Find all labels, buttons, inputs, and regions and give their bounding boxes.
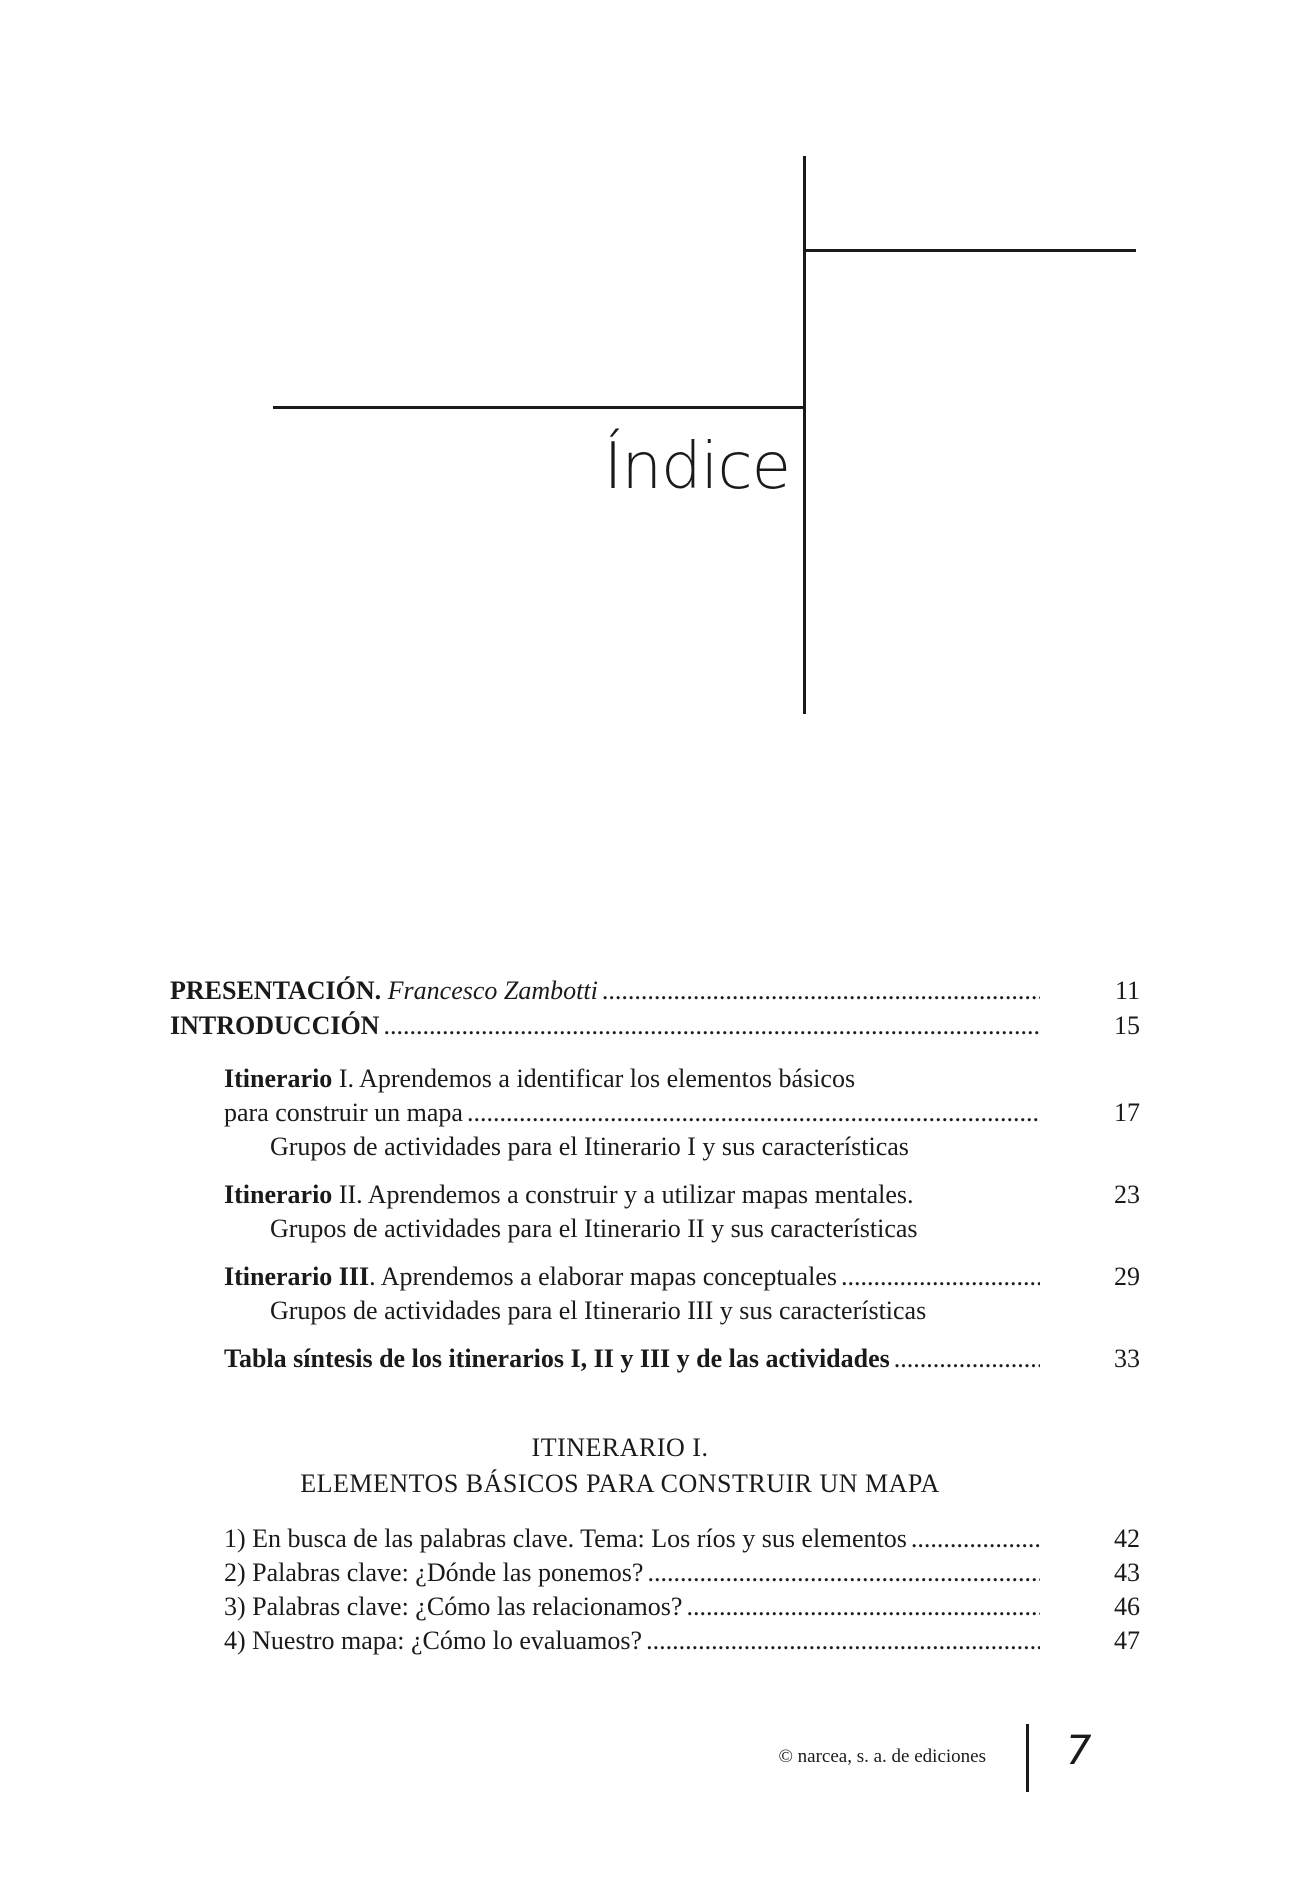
toc-page-number: 23 — [1114, 1180, 1140, 1209]
vertical-rule — [803, 156, 806, 714]
toc-entry-presentacion[interactable] — [170, 974, 1140, 1008]
toc-page-number: 42 — [1114, 1524, 1140, 1553]
leader-dots — [911, 1522, 1040, 1556]
leader-dots — [686, 1590, 1040, 1624]
top-right-rule — [805, 249, 1136, 252]
toc-page-number: 47 — [1114, 1626, 1140, 1655]
page-number: 7 — [1066, 1728, 1092, 1774]
itinerary-2-sub[interactable]: Grupos de actividades para el Itinerario II y sus características — [270, 1214, 918, 1243]
leader-dots — [383, 1009, 1040, 1043]
leader-dots — [646, 1624, 1040, 1658]
leader-dots — [467, 1096, 1040, 1130]
page-title: Índice — [603, 430, 790, 504]
toc-page-number: 11 — [1114, 976, 1140, 1005]
itinerary-1-title[interactable]: Itinerario I. Aprendemos a identificar los elementos básicos — [224, 1064, 856, 1093]
toc-entry-activity-4[interactable]: 4) Nuestro mapa: ¿Cómo lo evaluamos? ..... 47 — [224, 1624, 1040, 1658]
itinerary-3-sub[interactable]: Grupos de actividades para el Itinerario III y sus características — [270, 1296, 927, 1325]
toc-entry-activity-1[interactable]: 1) En busca de las palabras clave. Tema: Los ríos y sus elementos ..... 42 — [224, 1522, 1040, 1556]
leader-dots — [647, 1556, 1040, 1590]
toc-entry-itinerary-3[interactable]: Itinerario III. Aprendemos a elaborar mapas conceptuales ..... 29 — [224, 1260, 1040, 1294]
section-heading: ITINERARIO I. ELEMENTOS BÁSICOS PARA CONSTRUIR UN MAPA — [300, 1433, 940, 1498]
toc-entry-activity-2[interactable]: 2) Palabras clave: ¿Dónde las ponemos? ..... 43 — [224, 1556, 1040, 1590]
toc-entry-introduccion[interactable] — [170, 1009, 1140, 1043]
leader-dots — [894, 1342, 1040, 1376]
footer-copyright: © narcea, s. a. de ediciones — [778, 1746, 986, 1767]
leader-dots — [602, 974, 1040, 1008]
toc-entry-tabla[interactable]: Tabla síntesis de los itinerarios I, II y III y de las actividades ..... 33 — [224, 1342, 1040, 1376]
toc-page-number: 33 — [1114, 1344, 1140, 1373]
toc-page-number: 17 — [1114, 1098, 1140, 1127]
toc-entry-activity-3[interactable]: 3) Palabras clave: ¿Cómo las relacionamos? ..... 46 — [224, 1590, 1040, 1624]
toc-entry-itinerary-2[interactable]: Itinerario II. Aprendemos a construir y a utilizar mapas mentales. 23 — [224, 1178, 1040, 1212]
itinerary-1-sub[interactable]: Grupos de actividades para el Itinerario I y sus características — [270, 1132, 909, 1161]
footer-rule — [1026, 1724, 1029, 1792]
toc-label: INTRODUCCIÓN — [170, 1011, 380, 1040]
toc-entry-itinerary-1[interactable]: para construir un mapa ..... 17 — [224, 1096, 1040, 1130]
toc-page-number: 15 — [1114, 1011, 1140, 1040]
toc-page-number: 46 — [1114, 1592, 1140, 1621]
toc-label: PRESENTACIÓN. — [170, 976, 382, 1005]
toc-page-number: 43 — [1114, 1558, 1140, 1587]
toc-page-number: 29 — [1114, 1262, 1140, 1291]
toc-author: Francesco Zambotti — [387, 976, 598, 1005]
leader-dots — [841, 1260, 1040, 1294]
left-rule — [273, 406, 805, 409]
